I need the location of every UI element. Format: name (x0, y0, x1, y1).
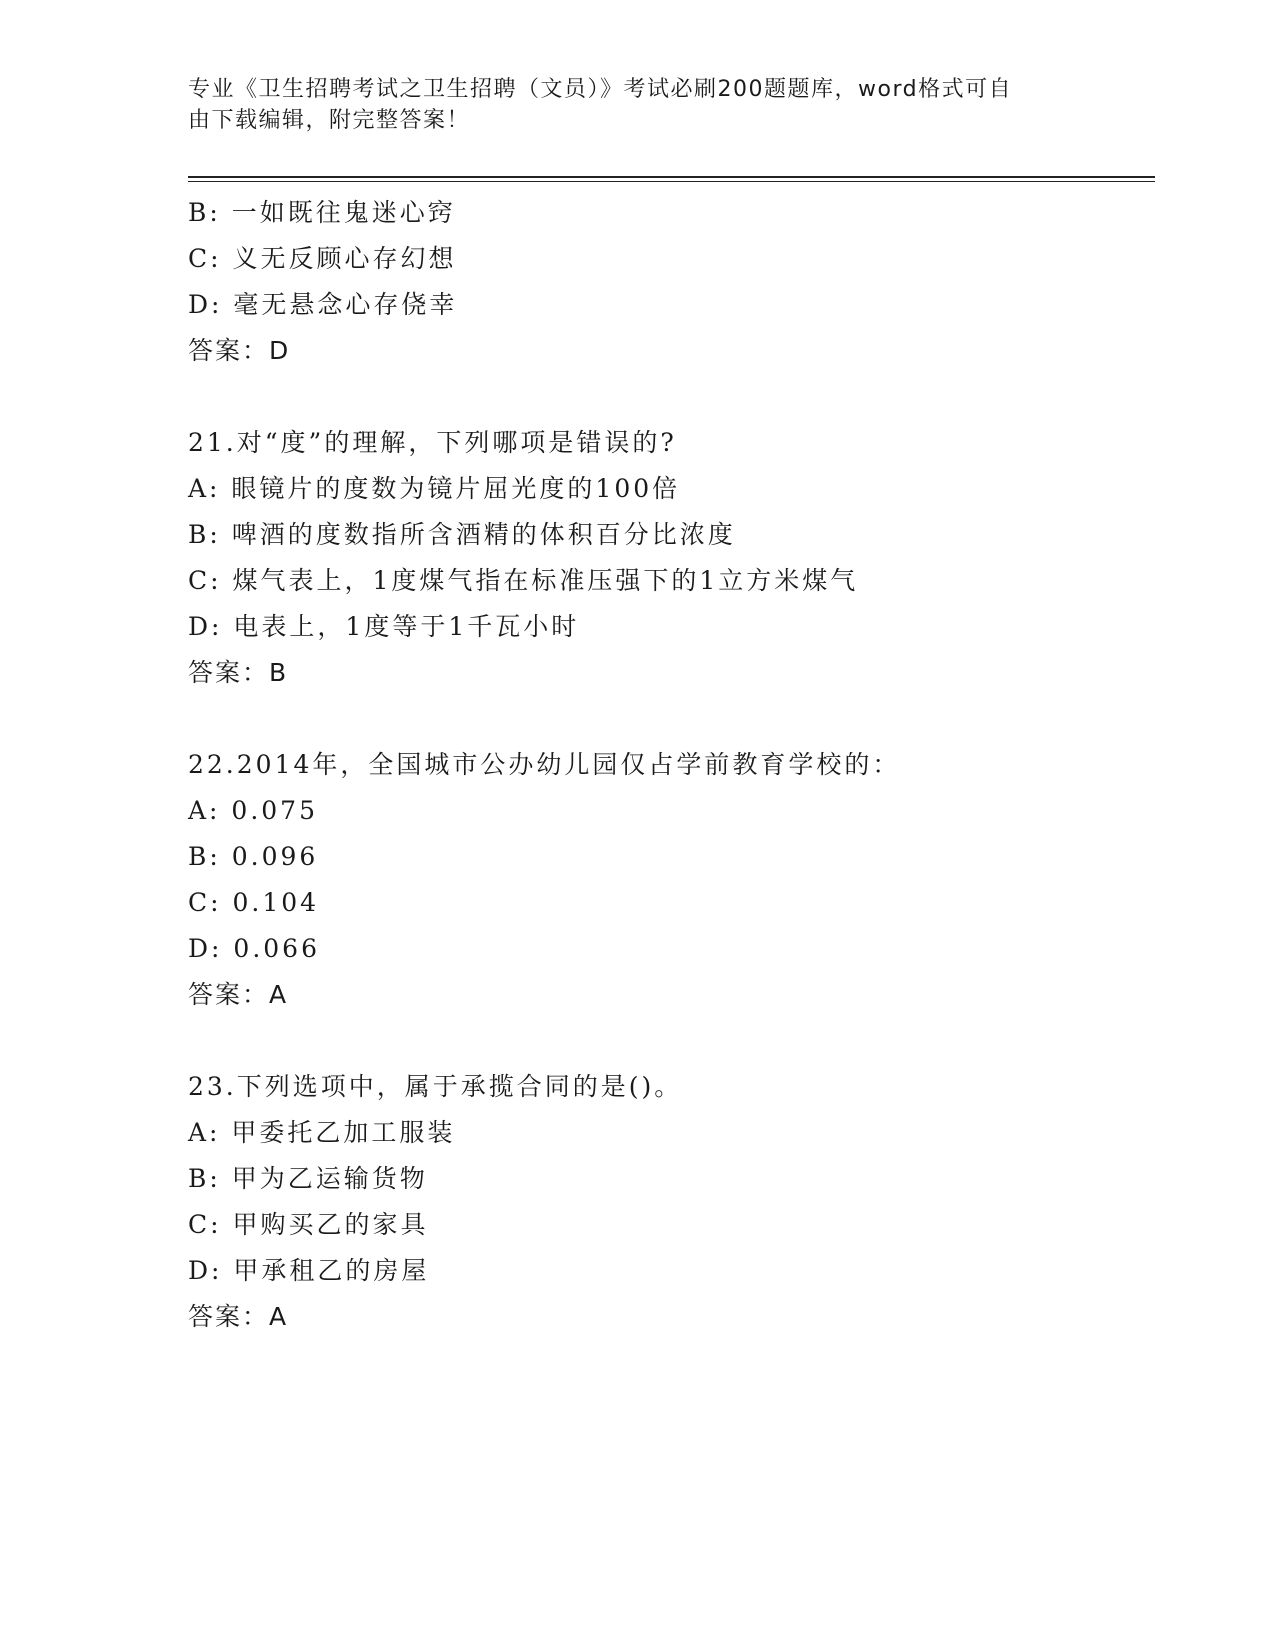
option-a: A: 甲委托乙加工服装 (188, 1118, 456, 1147)
header-divider-thin (188, 181, 1155, 182)
option-c: C: 义无反顾心存幻想 (188, 244, 457, 273)
question-text: 21.对“度”的理解，下列哪项是错误的? (188, 428, 677, 457)
option-a: A: 眼镜片的度数为镜片屈光度的100倍 (188, 474, 681, 503)
spacer (188, 1018, 1148, 1064)
header-line-1: 专业《卫生招聘考试之卫生招聘（文员）》考试必刷200题题库，word格式可自 (188, 77, 1013, 102)
option-b: B: 一如既往鬼迷心窍 (188, 198, 456, 227)
question-20-block (188, 190, 1148, 374)
answer-line: 答案：B (188, 658, 289, 687)
option-c: C: 0.104 (188, 888, 320, 917)
question-22-block (188, 742, 1148, 1018)
answer-line: 答案：D (188, 336, 291, 365)
question-list (188, 190, 1148, 1340)
spacer (188, 374, 1148, 420)
option-d: D: 毫无悬念心存侥幸 (188, 290, 458, 319)
question-21-block (188, 420, 1148, 696)
page-header (188, 74, 1088, 136)
option-a: A: 0.075 (188, 796, 318, 825)
option-b: B: 0.096 (188, 842, 319, 871)
option-b: B: 甲为乙运输货物 (188, 1164, 428, 1193)
option-d: D: 电表上，1度等于1千瓦小时 (188, 612, 580, 641)
option-c: C: 甲购买乙的家具 (188, 1210, 429, 1239)
question-23-block (188, 1064, 1148, 1340)
spacer (188, 696, 1148, 742)
answer-line: 答案：A (188, 1302, 289, 1331)
question-text: 23.下列选项中，属于承揽合同的是()。 (188, 1072, 683, 1101)
option-d: D: 0.066 (188, 934, 320, 963)
question-text: 22.2014年，全国城市公办幼儿园仅占学前教育学校的： (188, 750, 901, 779)
option-d: D: 甲承租乙的房屋 (188, 1256, 430, 1285)
answer-line: 答案：A (188, 980, 289, 1009)
option-b: B: 啤酒的度数指所含酒精的体积百分比浓度 (188, 520, 736, 549)
header-divider-thick (188, 176, 1155, 178)
option-c: C: 煤气表上，1度煤气指在标准压强下的1立方米煤气 (188, 566, 859, 595)
header-line-2: 由下载编辑，附完整答案！ (188, 108, 471, 133)
